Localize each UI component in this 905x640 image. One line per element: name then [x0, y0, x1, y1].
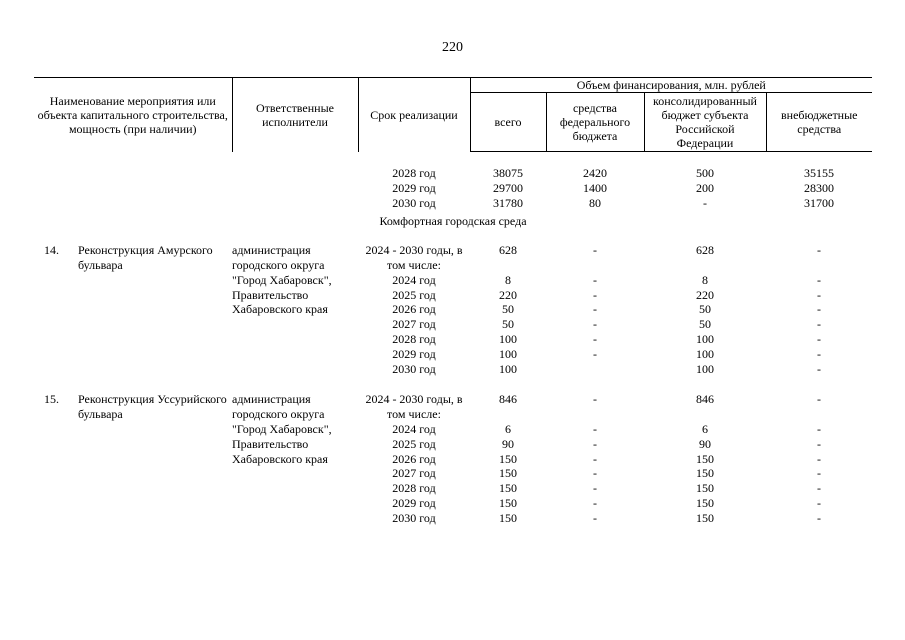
consolidated-cell: 100	[696, 346, 714, 361]
total-cell: 38075	[493, 166, 523, 180]
header-name: Наименование мероприятия или объекта капитального строительства, мощность (при наличии)	[34, 78, 232, 152]
extrabudget-cell: -	[817, 272, 821, 287]
extrabudget-cell: -	[817, 302, 821, 317]
header-total: всего	[470, 93, 546, 152]
name-cell	[76, 196, 232, 211]
extrabudget-cell: -	[817, 421, 821, 436]
period-cell: 2030 год	[392, 195, 436, 210]
consolidated-cell: 50	[699, 317, 711, 332]
federal-cell: -	[593, 392, 597, 407]
consolidated-cell: 846	[696, 392, 714, 407]
header-federal: средства федерального бюджета	[546, 93, 644, 152]
consolidated-cell: 6	[702, 421, 708, 436]
total-cell: 50	[502, 317, 514, 332]
total-cell: 31780	[493, 195, 523, 210]
item-name: Реконструкция Уссурийского бульвара	[78, 392, 227, 422]
item-name: Реконструкция Амурского бульвара	[78, 243, 213, 272]
header-extrabudget: внебюджетные средства	[766, 93, 872, 152]
total-cell: 8	[505, 272, 511, 287]
extrabudget-cell: -	[817, 331, 821, 346]
federal-cell: 80	[589, 195, 601, 210]
item-index: 14.	[44, 243, 59, 258]
extrabudget-cell: 35155	[804, 166, 834, 180]
extrabudget-cell: -	[817, 317, 821, 332]
period-cell: 2025 год	[392, 287, 436, 302]
federal-cell: -	[593, 421, 597, 436]
period-cell: 2028 год	[392, 481, 436, 496]
federal-cell: -	[593, 272, 597, 287]
extrabudget-cell: -	[817, 451, 821, 466]
period-cell: 2029 год	[392, 346, 436, 361]
federal-cell	[546, 362, 644, 377]
section-row	[34, 210, 872, 243]
federal-cell: -	[593, 481, 597, 496]
consolidated-cell: 150	[696, 451, 714, 466]
period-cell: 2028 год	[392, 331, 436, 346]
consolidated-cell: 220	[696, 287, 714, 302]
consolidated-cell: -	[703, 195, 707, 210]
period-cell: 2024 год	[392, 272, 436, 287]
extrabudget-cell: -	[817, 392, 821, 407]
extrabudget-cell: -	[817, 436, 821, 451]
extrabudget-cell: -	[817, 466, 821, 481]
total-cell: 6	[505, 421, 511, 436]
responsible-cell	[232, 166, 358, 181]
section-title: Комфортная городская среда	[379, 214, 527, 229]
index-cell	[34, 166, 76, 181]
consolidated-cell: 628	[696, 243, 714, 258]
total-cell: 150	[499, 481, 517, 496]
federal-cell: -	[593, 436, 597, 451]
federal-cell: -	[593, 495, 597, 510]
consolidated-cell: 100	[696, 361, 714, 376]
federal-cell: -	[593, 451, 597, 466]
federal-cell: -	[593, 302, 597, 317]
extrabudget-cell: -	[817, 243, 821, 258]
total-cell: 29700	[493, 180, 523, 195]
consolidated-cell: 150	[696, 481, 714, 496]
item-index: 15.	[44, 392, 59, 407]
extrabudget-cell: -	[817, 495, 821, 510]
total-cell: 150	[499, 495, 517, 510]
period-cell: 2027 год	[392, 466, 436, 481]
federal-cell: -	[593, 510, 597, 525]
header-responsible: Ответственные исполнители	[232, 78, 358, 152]
total-cell: 150	[499, 466, 517, 481]
period-cell: 2024 - 2030 годы, в том числе:	[365, 243, 463, 272]
item-responsible: администрация городского округа "Город Хабаровск", Правительство Хабаровского края	[232, 392, 332, 466]
responsible-cell	[232, 196, 358, 211]
federal-cell: -	[593, 317, 597, 332]
consolidated-cell: 50	[699, 302, 711, 317]
period-cell: 2026 год	[392, 302, 436, 317]
extrabudget-cell: 28300	[804, 180, 834, 195]
period-cell: 2030 год	[392, 361, 436, 376]
total-cell: 90	[502, 436, 514, 451]
period-cell: 2028 год	[392, 166, 436, 180]
page-number: 220	[442, 40, 463, 55]
consolidated-cell: 150	[696, 466, 714, 481]
period-cell: 2030 год	[392, 510, 436, 525]
federal-cell: -	[593, 466, 597, 481]
period-cell: 2025 год	[392, 436, 436, 451]
name-cell	[76, 166, 232, 181]
total-cell: 150	[499, 451, 517, 466]
extrabudget-cell: -	[817, 287, 821, 302]
consolidated-cell: 200	[696, 180, 714, 195]
consolidated-cell: 100	[696, 331, 714, 346]
federal-cell: -	[593, 331, 597, 346]
header-funding-group: Объем финансирования, млн. рублей	[470, 78, 872, 93]
responsible-cell	[232, 181, 358, 196]
total-cell: 628	[499, 243, 517, 258]
header-period: Срок реализации	[358, 78, 470, 152]
table-row	[34, 243, 872, 273]
consolidated-cell: 150	[696, 510, 714, 525]
total-cell: 100	[499, 331, 517, 346]
table-row	[34, 392, 872, 422]
total-cell: 100	[499, 361, 517, 376]
federal-cell: 2420	[583, 166, 607, 180]
extrabudget-cell: -	[817, 481, 821, 496]
consolidated-cell: 90	[699, 436, 711, 451]
header-consolidated: консолидированный бюджет субъекта Российской Федерации	[644, 93, 766, 152]
period-cell: 2026 год	[392, 451, 436, 466]
total-cell: 100	[499, 346, 517, 361]
consolidated-cell: 500	[696, 166, 714, 180]
period-cell: 2027 год	[392, 317, 436, 332]
consolidated-cell: 8	[702, 272, 708, 287]
extrabudget-cell: -	[817, 361, 821, 376]
period-cell: 2029 год	[392, 180, 436, 195]
extrabudget-cell: 31700	[804, 195, 834, 210]
federal-cell: -	[593, 287, 597, 302]
period-cell: 2024 год	[392, 421, 436, 436]
item-responsible: администрация городского округа "Город Хабаровск", Правительство Хабаровского края	[232, 243, 332, 317]
federal-cell: -	[593, 346, 597, 361]
table-row	[34, 196, 872, 211]
consolidated-cell: 150	[696, 495, 714, 510]
total-cell: 846	[499, 392, 517, 407]
name-cell	[76, 181, 232, 196]
index-cell	[34, 181, 76, 196]
index-cell	[34, 196, 76, 211]
table-row	[34, 181, 872, 196]
extrabudget-cell: -	[817, 510, 821, 525]
federal-cell: -	[593, 243, 597, 258]
federal-cell: 1400	[583, 180, 607, 195]
period-cell: 2029 год	[392, 495, 436, 510]
total-cell: 50	[502, 302, 514, 317]
table-row	[34, 166, 872, 181]
total-cell: 220	[499, 287, 517, 302]
period-cell: 2024 - 2030 годы, в том числе:	[365, 392, 463, 422]
extrabudget-cell: -	[817, 346, 821, 361]
financing-table	[34, 77, 872, 526]
total-cell: 150	[499, 510, 517, 525]
